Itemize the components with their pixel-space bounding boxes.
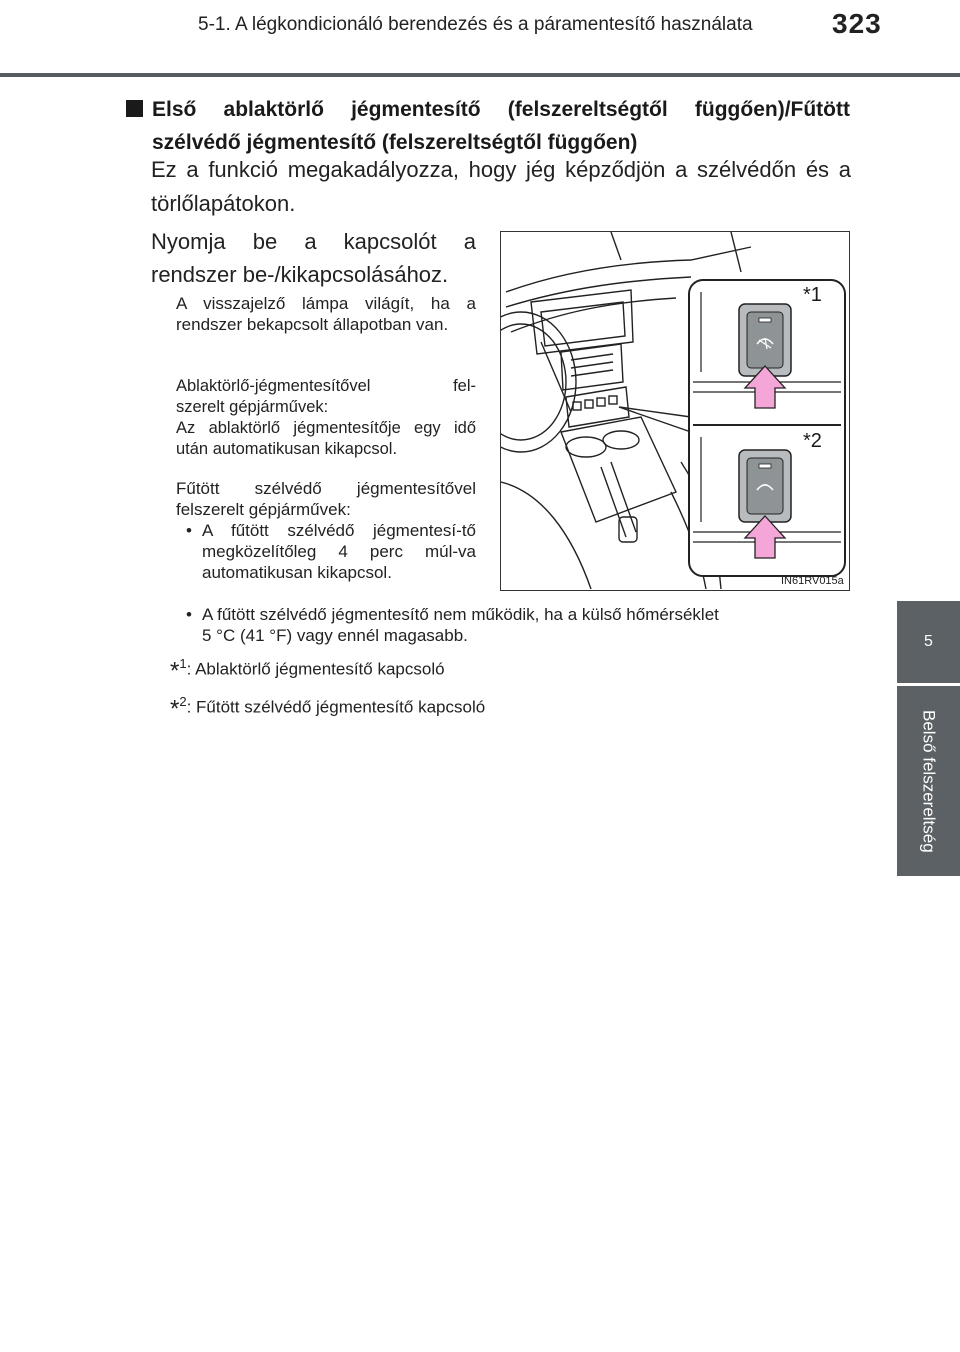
figure-label-2: *2 <box>803 430 822 452</box>
bullet-auto-off <box>186 520 476 583</box>
bullet-dot: • <box>186 605 192 624</box>
section-title-line1: Első ablaktörlő jégmentesítő (felszereltségtől függően)/Fűtött <box>152 98 850 121</box>
footnote-1 <box>170 656 445 686</box>
footnote-star: * <box>170 657 180 685</box>
note-wiper-line1: Ablaktörlő-jégmentesítővel fel- <box>176 377 476 395</box>
section-title <box>126 93 850 159</box>
note-wiper-deicer <box>176 376 476 460</box>
dashboard-illustration <box>500 231 850 591</box>
figure-label-1: *1 <box>803 284 822 306</box>
header-rule <box>0 73 960 77</box>
bullet-temperature-line1: A fűtött szélvédő jégmentesítő nem működik, ha a külső hőmérséklet <box>202 605 719 624</box>
page-number: 323 <box>832 8 882 39</box>
chapter-tab-label: Belső felszereltség <box>919 709 939 853</box>
footnote-number: 1 <box>179 656 187 671</box>
footnote-number: 2 <box>179 694 187 709</box>
intro-paragraph: Ez a funkció megakadályozza, hogy jég képződjön a szélvédőn és a törlőlapátokon. <box>151 157 851 216</box>
footnote-text: : Fűtött szélvédő jégmentesítő kapcsoló <box>186 697 486 717</box>
note-indicator-lamp: A visszajelző lámpa világít, ha a rendszer bekapcsolt állapotban van. <box>176 294 476 334</box>
footnote-star: * <box>170 695 180 723</box>
press-instruction: Nyomja be a kapcsolót a rendszer be-/kikapcsolásához. <box>151 229 476 287</box>
bullet-temperature <box>186 604 856 646</box>
footnote-2 <box>170 694 485 724</box>
note-wiper-line2: szerelt gépjárművek: <box>176 398 329 416</box>
square-bullet-icon <box>126 100 143 117</box>
note-wiper-line3: Az ablaktörlő jégmentesítője egy idő után automatikusan kikapcsol. <box>176 419 476 458</box>
footnote-text: : Ablaktörlő jégmentesítő kapcsoló <box>186 659 445 679</box>
figure-code: IN61RV015a <box>781 575 844 587</box>
bullet-auto-off-text: A fűtött szélvédő jégmentesí-tő megközelítőleg 4 perc múl-va automatikusan kikapcsol. <box>202 521 476 582</box>
chapter-tab-number: 5 <box>897 601 960 683</box>
bullet-dot: • <box>186 521 192 540</box>
dashboard-drawing <box>501 232 848 589</box>
bullet-temperature-line2: 5 °C (41 °F) vagy ennél magasabb. <box>202 626 468 645</box>
running-header-title: 5-1. A légkondicionáló berendezés és a páramentesítő használata <box>198 14 753 35</box>
note-heated-windshield: Fűtött szélvédő jégmentesítővel felszerelt gépjárművek: <box>176 479 476 519</box>
section-title-line2: szélvédő jégmentesítő (felszereltségtől függően) <box>152 131 638 154</box>
